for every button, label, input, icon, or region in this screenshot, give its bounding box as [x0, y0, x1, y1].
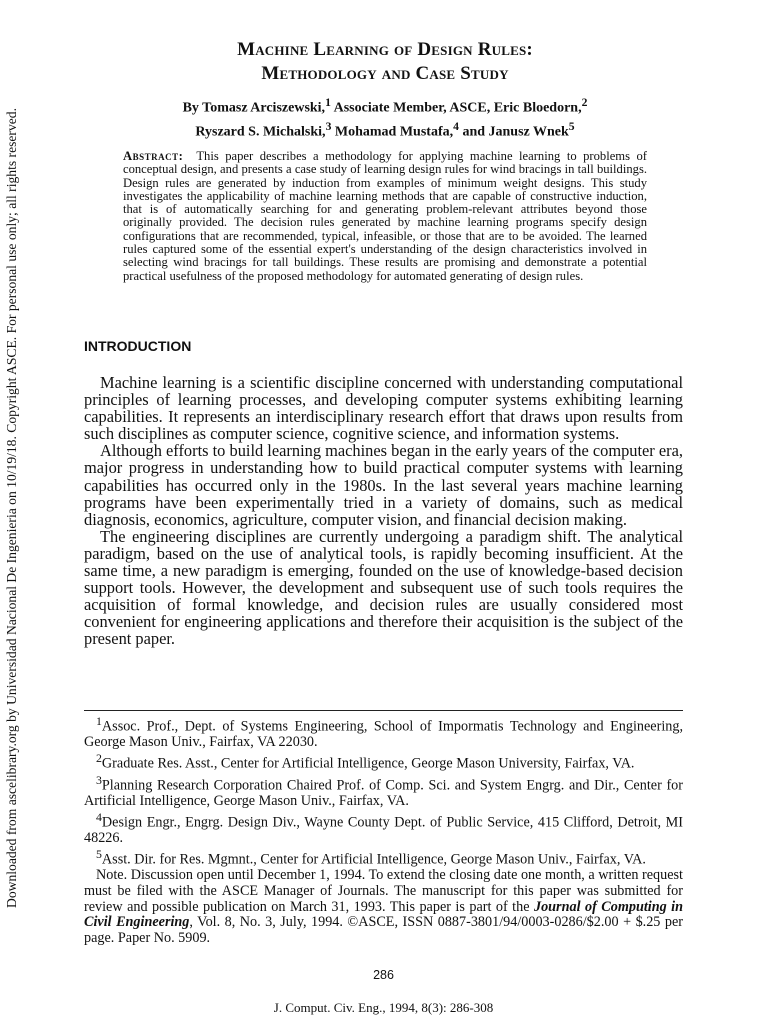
author-sup-3: 3 [325, 119, 332, 133]
body-paragraph: Although efforts to build learning machines began in the early years of the computer era, major progress in understanding how to build practical computer systems with learning capabilities has occurred only in the 1980s. In the last several years machine learning programs have been experimentally tried in a variety of domains, such as medical diagnosis, economics, agriculture, computer vision, and financial decision making. [84, 441, 683, 529]
author-michalski: Ryszard S. Michalski, [195, 124, 326, 140]
journal-name: Journal of Computing in Civil Engineering [84, 898, 684, 931]
page-number: 286 [373, 968, 394, 982]
body-paragraph: The engineering disciplines are currently undergoing a paradigm shift. The analytical paradigm, based on the use of analytical tools, is rapidly becoming insufficient. At the same time, a new paradigm is emerging, founded on the use of knowledge-based decision support tools. However, the development and subsequent use of such tools requires the acquisition of formal knowledge, and decision rules are usually considered most convenient for engineering applications and therefore their acquisition is the subject of the present paper. [84, 526, 683, 649]
download-watermark [2, 108, 22, 908]
abstract [123, 150, 647, 283]
author-line2 [90, 118, 680, 142]
author-sup-2: 2 [581, 96, 588, 109]
footnotes [84, 714, 683, 947]
discussion-note [84, 868, 683, 947]
abstract-text: This paper describes a methodology for applying machine learning to problems of conceptual design, and presents a case study of learning design rules for wind bracings in tall buildings. Design rules are generated by induction from examples of minimum weight designs. This study investigates the applicability of machine learning methods that are capable of constructive induction, that is of automatically searching for and generating problem-relevant attributes beyond those originally provided. The decision rules generated by machine learning programs specify design configurations that are recommended, typical, infeasible, or those that are to be avoided. The learned rules captured some of the essential expert's understanding of the design characteristics involved in selecting wind bracings for tall buildings. These results are promising and demonstrate a potential practical usefulness of the proposed methodology for automated generating of design rules. [123, 149, 647, 283]
footnote-2-text: Graduate Res. Asst., Center for Artificial Intelligence, George Mason University, Fairfax, VA. [101, 755, 635, 772]
footnote-4-text: Design Engr., Engrg. Design Div., Wayne County Dept. of Public Service, 415 Clifford, Detroit, MI 48226. [84, 814, 683, 847]
author-mustafa: Mohamad Mustafa, [331, 124, 454, 140]
author-arciszewski: Tomasz Arciszewski, [202, 100, 326, 116]
paper-title [90, 38, 680, 86]
section-heading-introduction: INTRODUCTION [84, 338, 192, 354]
footnote-4-marker: 4 [96, 809, 102, 824]
author-role: Associate Member, ASCE, [330, 100, 494, 116]
citation: J. Comput. Civ. Eng., 1994, 8(3): 286-308 [273, 1000, 494, 1015]
author-bloedorn: Eric Bloedorn, [493, 100, 582, 116]
footnote-divider [84, 710, 683, 711]
footnote-3-marker: 3 [96, 772, 102, 787]
body-paragraph: Machine learning is a scientific discipline concerned with understanding computational principles of learning processes, and developing computer systems exhibiting learning capabilities. It represents an interdisciplinary research effort that draws upon results from such disciplines as computer science, cognitive science, and information systems. [84, 373, 683, 444]
author-sup-5: 5 [568, 119, 575, 133]
footnote-5 [84, 847, 683, 868]
introduction-body [84, 374, 683, 648]
footnote-1-text: Assoc. Prof., Dept. of Systems Engineering, School of Impormatis Technology and Engineering, George Mason Univ., Fairfax, VA 22030. [84, 718, 683, 751]
author-line1 [90, 94, 680, 118]
footnote-1 [84, 714, 683, 751]
footnote-5-marker: 5 [96, 846, 102, 861]
author-sup-1: 1 [325, 96, 331, 109]
footnote-4 [84, 810, 683, 847]
footnote-5-text: Asst. Dir. for Res. Mgmnt., Center for Artificial Intelligence, George Mason Univ., Fairfax, VA. [101, 851, 646, 868]
footnote-2-marker: 2 [96, 751, 102, 766]
footnote-2 [84, 751, 683, 772]
note-text-start: Note. Discussion open until December 1, 1994. To extend the closing date one month, a written request must be filed with the ASCE Manager of Journals. The manuscript for this paper was submitted for review and possible publication on March 31, 1993. This paper is part of the [84, 867, 683, 915]
by-label: By [182, 100, 203, 116]
author-wnek: and Janusz Wnek [458, 124, 569, 140]
paper-title-line2: Methodology and Case Study [261, 63, 509, 84]
paper-title-line1: Machine Learning of Design Rules: [237, 39, 533, 60]
note-text-end: , Vol. 8, No. 3, July, 1994. ©ASCE, ISSN 0887-3801/94/0003-0286/$2.00 + $.25 per page. Paper No. 5909. [84, 914, 683, 947]
footnote-1-marker: 1 [96, 714, 102, 728]
footnote-3-text: Planning Research Corporation Chaired Prof. of Comp. Sci. and System Engrg. and Dir., Center for Artificial Intelligence, George Mason Univ., Fairfax, VA. [84, 777, 683, 810]
author-sup-4: 4 [453, 119, 459, 133]
author-list [90, 94, 680, 141]
download-watermark-text: Downloaded from ascelibrary.org by Universidad Nacional De Ingenieria on 10/19/18. Copyright ASCE. For personal use only; all rights reserved. [4, 108, 19, 908]
footnote-3 [84, 773, 683, 810]
abstract-label: Abstract: [123, 149, 184, 163]
